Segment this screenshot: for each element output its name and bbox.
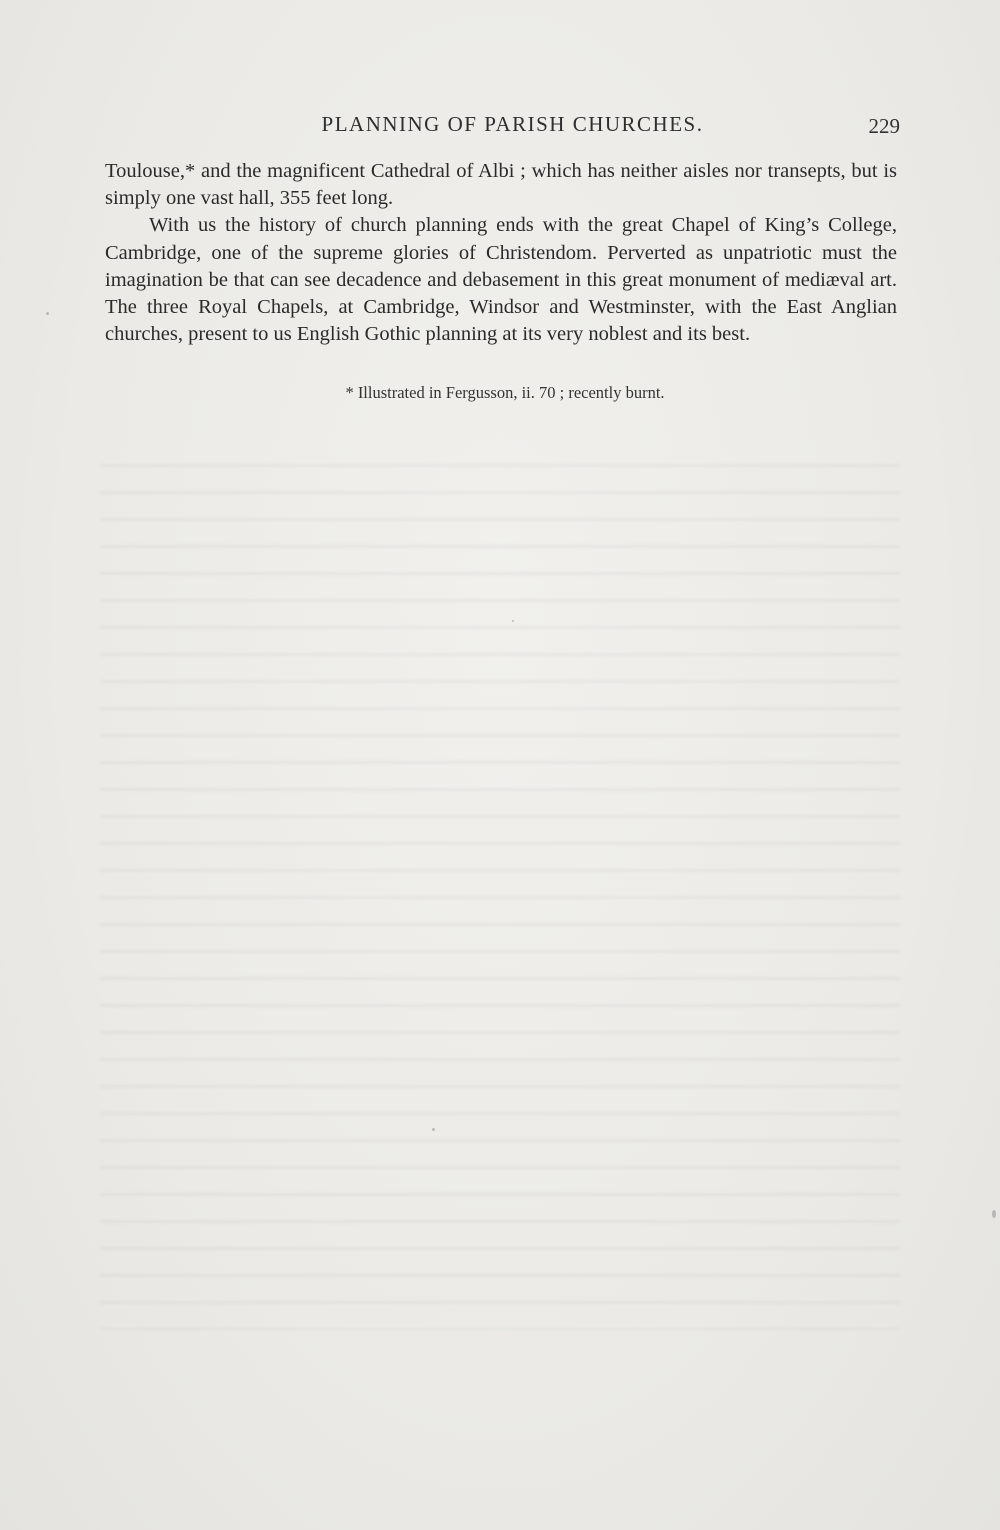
footnote: * Illustrated in Fergusson, ii. 70 ; recently burnt. xyxy=(345,383,665,402)
running-title: PLANNING OF PARISH CHURCHES. xyxy=(321,112,704,136)
paper-speck xyxy=(992,1210,996,1218)
body-text xyxy=(105,158,897,348)
paper-speck xyxy=(432,1128,435,1131)
paragraph-2: With us the history of church planning ends with the great Chapel of King’s College, Cambridge, one of the supreme glories of Christendom. Perverted as unpatriotic must the imagination be that can see decadence and debasement in this great monument of mediæval art. The three Royal Chapels, at Cambridge, Windsor and Westminster, with the East Anglian churches, present to us English Gothic planning at its very noblest and its best. xyxy=(105,214,897,346)
paper-speck xyxy=(46,312,49,315)
running-head xyxy=(105,112,900,142)
paper-speck xyxy=(512,620,514,622)
bleed-through-text xyxy=(100,450,900,1330)
page-number: 229 xyxy=(868,114,900,138)
paragraph-1: Toulouse,* and the magnificent Cathedral of Albi ; which has neither aisles nor transepts, but is simply one vast hall, 355 feet long. xyxy=(105,160,897,210)
